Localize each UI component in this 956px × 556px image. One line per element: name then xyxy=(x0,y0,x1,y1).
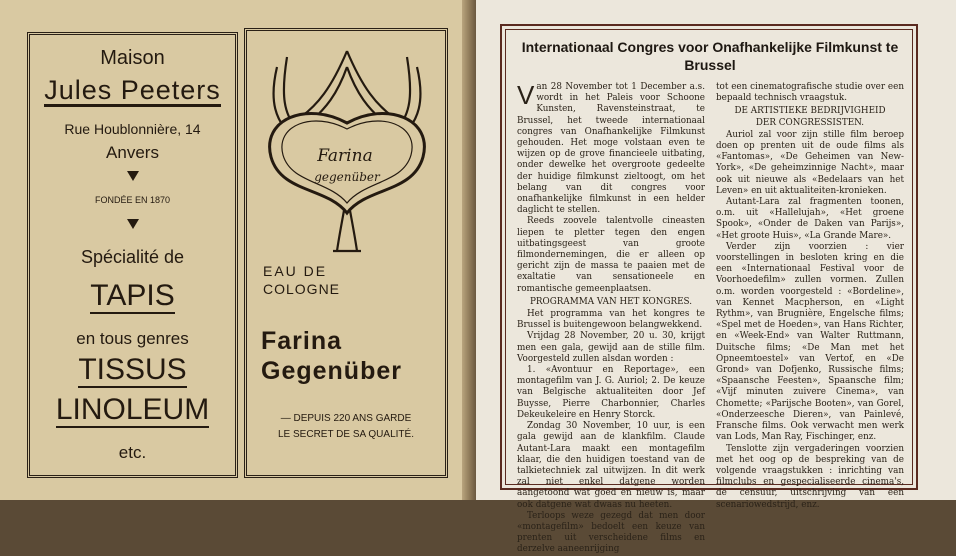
ad-etc: etc. xyxy=(118,443,147,462)
ad-eau-de: EAU DE xyxy=(263,263,328,279)
article-title: Internationaal Congres voor Onafhankelijke Filmkunst te Brussel xyxy=(521,39,899,73)
paragraph: Het programma van het kongres te Brussel is buitengewoon belangwekkend. xyxy=(517,309,705,331)
logo-script-gegenuber: gegenüber xyxy=(314,170,380,184)
paragraph: tot een cinematografische studie over een bepaald technisch vraagstuk. xyxy=(716,82,904,104)
ad-linoleum: LINOLEUM xyxy=(55,393,210,426)
paragraph: Vrijdag 28 November, 20 u. 30, krijgt men een gala, gewijd aan de stille film. Voorgesteld zullen alsdan worden : xyxy=(517,331,705,364)
paragraph: Tenslotte zijn vergaderingen voorzien met het oog op de bespreking van de volgende vraagstukken : inrichting van filmclubs en gespecialiseerde cinema's, de censuur, uitschrijving van een scenariowedstrijd, enz. xyxy=(716,443,904,510)
ad-farina xyxy=(244,28,448,478)
triangle-ornament-icon xyxy=(30,219,235,229)
drop-cap: V xyxy=(517,80,535,110)
section-heading: PROGRAMMA VAN HET KONGRES. xyxy=(529,296,693,307)
article-column-1 xyxy=(517,82,705,556)
ad-tapis: TAPIS xyxy=(90,279,175,312)
ad-genres: en tous genres xyxy=(76,329,189,348)
ad-brand-gegenuber: Gegenüber xyxy=(261,357,402,385)
logo-script-farina: Farina xyxy=(317,146,373,166)
paragraph: 1. «Avontuur en Reportage», een montagefilm van J. G. Auriol; 2. De keuze van Belgische aktualiteiten door Jef Buysse, Pierre Charbonnier, Charles Dekeukeleire en Henry Storck. xyxy=(517,365,705,420)
farina-logo xyxy=(247,37,445,257)
book-spine xyxy=(462,0,476,500)
ad-cologne: COLOGNE xyxy=(263,281,341,297)
ad-city: Anvers xyxy=(106,143,159,162)
ad-tagline-2: LE SECRET DE SA QUALITÉ. xyxy=(278,429,414,440)
section-heading: DE ARTISTIEKE BEDRIJVIGHEID xyxy=(734,106,886,117)
ad-jules-peeters xyxy=(27,32,238,478)
triangle-ornament-icon xyxy=(30,171,235,181)
paragraph: Zondag 30 November, 10 uur, is een gala gewijd aan de klankfilm. Claude Autant-Lara maakt een montagefilm klaar, die den huidigen toestand van de talkietechniek zal uitwijzen. In dit werk zal niet enkel datgene worden aangetoond wat goed en nieuw is, maar ook datgene wat dwaas nu heeten. xyxy=(517,421,705,510)
section-heading: DER CONGRESSISTEN. xyxy=(755,117,865,128)
ad-street: Rue Houblonnière, 14 xyxy=(64,121,201,137)
ad-brand-farina: Farina xyxy=(261,327,343,355)
paragraph: Terloops weze gezegd dat men door «montagefilm» bedoelt een keuze van prenten uit verscheidene films en derzelve aaneenrijging xyxy=(517,510,705,555)
paragraph: Auriol zal voor zijn stille film beroep doen op prenten uit de oude films als «Fantomas», «De Geheimen van New-York», «De geheimzinnige Nacht», maar ook uit nieuwe als «Bedelaars van het Leven» en uit aktualiteiten-kronieken. xyxy=(716,129,904,196)
paragraph: Van 28 November tot 1 December a.s. wordt in het Paleis voor Schoone Kunsten, Ravensteinstraat, te Brussel, het tweede internationaal congres van Onafhankelijke Filmkunst gehouden. Het moge volstaan even te wijzen op de grove financieele uitbating, onder dewelke het overgroote gedeelte der huidige filmkunst zieltoogt, om het belang van dit congres voor onafhankelijke filmkunst in een helder daglicht te stellen. xyxy=(517,80,705,216)
ad-tagline-1: — DEPUIS 220 ANS GARDE xyxy=(280,413,412,424)
paragraph: Verder zijn voorzien : vier voorstellingen in besloten kring en die een «Internationaal Festival voor de Voorhoedefilm» zullen vormen. Zullen o.m. worden voorgesteld : «Bordeline», van Kennet Macpherson, en «Light Rythm», van Brugnière, Engelsche films; «Spel met de Hoeden», van Hans Richter, en «Week-End» van Walter Ruttmann, Duitsche films; «De Man met het Opneemtoestel» van Vertof, en «De Grond» van Dofjenko, Russische films; «Spaansche Feesten», Spaansche film; «Vijf minuten zuivere Cinema», van Chomette; «Parijsche Booten», van Gorel, «Onderzeesche Dieren», van Painlevé, Fransche films. Ook verwacht men werk van Lods, Man Ray, Fischinger, enz. xyxy=(716,241,904,443)
ad-peeters-name: Jules Peeters xyxy=(30,75,235,107)
ad-specialite: Spécialité de xyxy=(80,247,185,267)
ad-tissus: TISSUS xyxy=(78,353,187,386)
article-column-2 xyxy=(716,82,904,511)
paragraph: Autant-Lara zal fragmenten toonen, o.m. uit «Hallelujah», «Het groene Spook», «Onder de Daken van Parijs», «Het groote Huis», «La Grande Mare». xyxy=(716,197,904,241)
paragraph: Reeds zoovele talentvolle cineasten liepen te pletter tegen den engen uitbatingsgeest van groote filmondernemingen, die er alleen op gericht zijn de massa te paaien met de exaltatie van sensationeele en romantische gemeenplaatsen. xyxy=(517,216,705,294)
ad-maison: Maison xyxy=(100,47,165,69)
ad-founded: FONDÉE EN 1870 xyxy=(94,195,171,205)
